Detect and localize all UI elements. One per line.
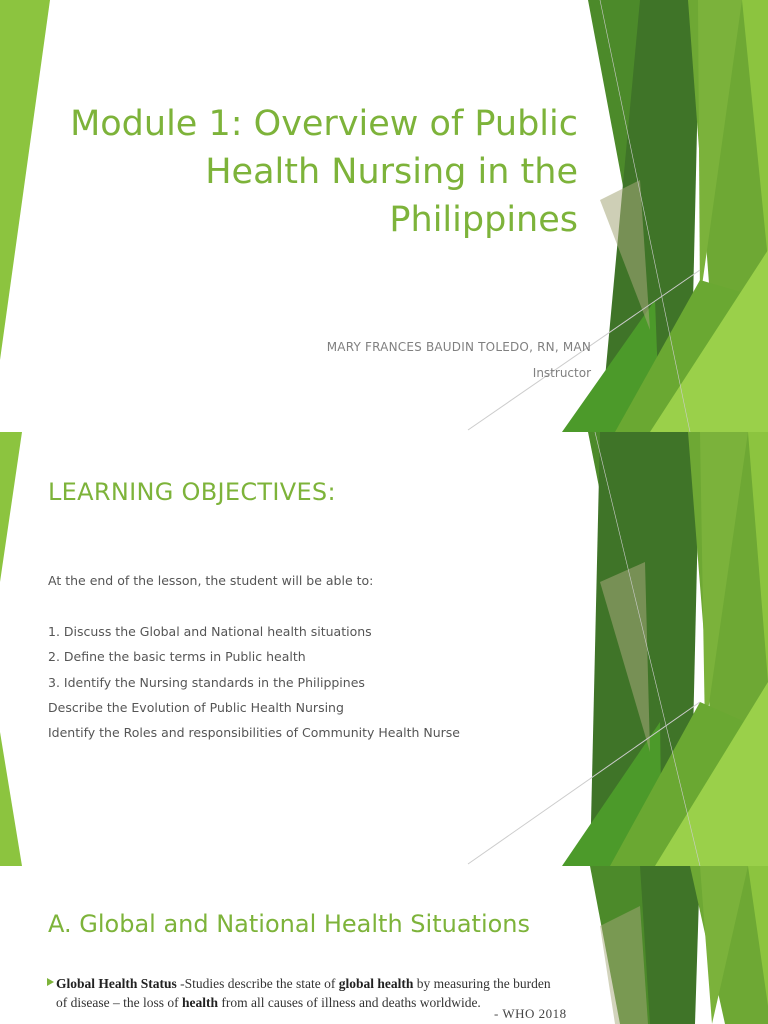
objective-item: Identify the Roles and responsibilities of Community Health Nurse (48, 725, 460, 741)
objectives-lead: At the end of the lesson, the student will be able to: (48, 573, 374, 588)
objectives-heading: LEARNING OBJECTIVES: (48, 478, 336, 506)
author-role: Instructor (532, 366, 591, 380)
objectives-slide (0, 432, 768, 866)
author-name: MARY FRANCES BAUDIN TOLEDO, RN, MAN (326, 340, 591, 354)
section-heading: A. Global and National Health Situations (48, 910, 531, 938)
objective-item: 3. Identify the Nursing standards in the Philippines (48, 674, 365, 690)
objectives-list (48, 622, 460, 748)
objective-item: 2. Define the basic terms in Public health (48, 649, 306, 665)
slide-title: Module 1: Overview of Public Health Nursing in the Philippines (70, 104, 578, 240)
term: Global Health Status (56, 976, 177, 991)
health-situations-slide (0, 866, 768, 1024)
title-slide (0, 0, 768, 432)
global-health-status-text: Global Health Status -Studies describe the state of global health by measuring the burden of disease – the loss of health from all causes of illness and deaths worldwide. (56, 974, 556, 1012)
bullet-arrow-icon (47, 978, 54, 986)
source-citation: - WHO 2018 (494, 1006, 567, 1021)
objective-item: 1. Discuss the Global and National health situations (48, 624, 372, 639)
objective-item: Describe the Evolution of Public Health Nursing (48, 699, 344, 715)
